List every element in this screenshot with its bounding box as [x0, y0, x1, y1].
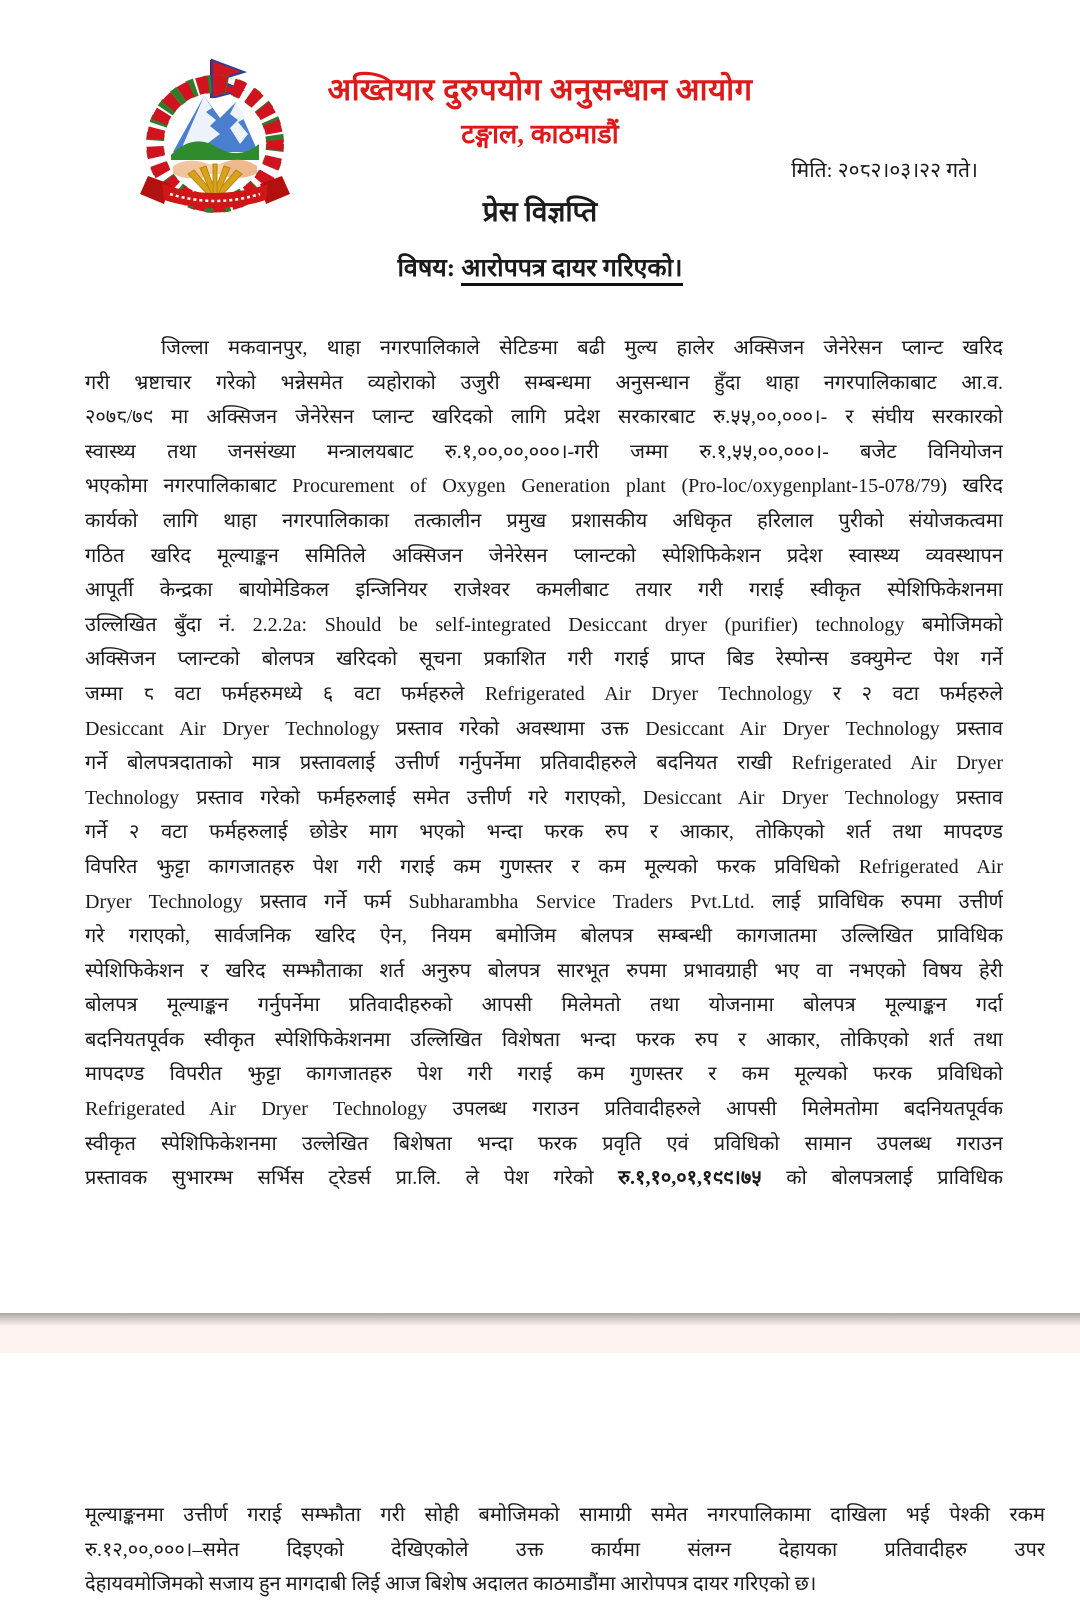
body-line: गठित खरिद मूल्याङ्कन समितिले अक्सिजन जेनेरेसन प्लान्टको स्पेशिफिकेशन प्रदेश स्वास्थ्य व्यवस्थापन — [85, 544, 1003, 567]
org-address: टङ्गाल, काठमाडौं — [461, 119, 619, 149]
body-line: कार्यको लागि थाहा नगरपालिकाका तत्कालीन प्रमुख प्रशासकीय अधिकृत हरिलाल पुरीको संयोजकत्वमा — [85, 509, 1003, 532]
closing-line: रु.१२,००,०००।–समेत दिइएको देखिएकोले उक्त कार्यमा संलग्न देहायका प्रतिवादीहरु उपर — [85, 1538, 1045, 1561]
body-line: गर्ने २ वटा फर्महरुलाई छोडेर माग भएको भन्दा फरक रुप र आकार, तोकिएको शर्त तथा मापदण्ड — [85, 821, 1003, 844]
body-line: प्रस्तावक सुभारम्भ सर्भिस ट्रेडर्स प्रा.लि. ले पेश गरेको रु.१,१०,०१,१९९।७५ को बोलपत्रलाई प्राविधिक — [85, 1167, 1003, 1190]
body-line: बोलपत्र मूल्याङ्कन गर्नुपर्नेमा प्रतिवादीहरुको आपसी मिलेमतो तथा योजनामा बोलपत्र मूल्याङ्कन गर्दा — [85, 994, 1003, 1017]
body-line: आपूर्ती केन्द्रका बायोमेडिकल इन्जिनियर राजेश्वर कमलीबाट तयार गरी गराई स्वीकृत स्पेशिफिकेशनमा — [85, 579, 1003, 602]
body-paragraph — [85, 331, 1003, 1196]
body-line: २०७८/७९ मा अक्सिजन जेनेरेसन प्लान्ट खरिदको लागि प्रदेश सरकारबाट रु.५५,००,०००।- र संघीय सरकारको — [85, 406, 1003, 429]
body-line: स्वास्थ्य तथा जनसंख्या मन्त्रालयबाट रु.१,००,००,०००।-गरी जम्मा रु.१,५५,००,०००।- बजेट विनियोजन — [85, 440, 1003, 463]
body-line: भएकोमा नगरपालिकाबाट Procurement of Oxygen Generation plant (Pro-loc/oxygenplant-15-078/79) खरिद — [85, 475, 1003, 498]
page-break-band — [0, 1313, 1080, 1353]
body-line: अक्सिजन प्लान्टको बोलपत्र खरिदको सूचना प्रकाशित गरी गराई प्राप्त बिड रेस्पोन्स डक्युमेन्ट पेश गर्ने — [85, 648, 1003, 671]
body-line: गर्ने बोलपत्रदाताको मात्र प्रस्तावलाई उत्तीर्ण गर्नुपर्नेमा प्रतिवादीहरुले बदनियत राखी Refrigerated Air Dryer — [85, 752, 1003, 775]
body-line: उल्लिखित बुँदा नं. 2.2.2a: Should be self-integrated Desiccant dryer (purifier) technology बमोजिमको — [85, 613, 1003, 636]
body-line: गरे गराएको, सार्वजनिक खरिद ऐन, नियम बमोजिम बोलपत्र सम्बन्धी कागजातमा उल्लिखित प्राविधिक — [85, 925, 1003, 948]
body-line: जम्मा ८ वटा फर्महरुमध्ये ६ वटा फर्महरुले Refrigerated Air Dryer Technology र २ वटा फर्महरुले — [85, 682, 1003, 705]
subject-line — [0, 250, 1080, 284]
date-line: मिति: २०८२।०३।२२ गते। — [791, 158, 978, 182]
body-line: Desiccant Air Dryer Technology प्रस्ताव गरेको अवस्थामा उक्त Desiccant Air Dryer Technology प्रस्ताव — [85, 717, 1003, 740]
body-line: स्वीकृत स्पेशिफिकेशनमा उल्लेखित बिशेषता भन्दा फरक प्रवृति एवं प्रविधिको सामान उपलब्ध गराउन — [85, 1132, 1003, 1155]
closing-paragraph — [85, 1498, 1045, 1602]
body-line: जिल्ला मकवानपुर, थाहा नगरपालिकाले सेटिङमा बढी मुल्य हालेर अक्सिजन जेनेरेसन प्लान्ट खरिद — [161, 337, 1003, 359]
subject-text: आरोपपत्र दायर गरिएको। — [461, 255, 682, 286]
body-line: Refrigerated Air Dryer Technology उपलब्ध गराउन प्रतिवादीहरुले आपसी मिलेमतोमा बदनियतपूर्वक — [85, 1098, 1003, 1121]
closing-line: मूल्याङ्कनमा उत्तीर्ण गराई सम्झौता गरी सोही बमोजिमको सामाग्री समेत नगरपालिकामा दाखिला भई पेश्की रकम — [85, 1504, 1045, 1526]
body-line: गरी भ्रष्टाचार गरेको भन्नेसमेत व्यहोराको उजुरी सम्बन्धमा अनुसन्धान हुँदा थाहा नगरपालिकाबाट आ.व. — [85, 371, 1003, 394]
org-name: अख्तियार दुरुपयोग अनुसन्धान आयोग — [327, 72, 753, 107]
body-line: बदनियतपूर्वक स्वीकृत स्पेशिफिकेशनमा उल्लिखित विशेषता भन्दा फरक रुप र आकार, तोकिएको शर्त तथा — [85, 1028, 1003, 1051]
body-line: स्पेशिफिकेशन र खरिद सम्झौताका शर्त अनुरुप बोलपत्र सारभूत रुपमा प्रभावग्राही भए वा नभएको विषय हेरी — [85, 959, 1003, 982]
subject-prefix: विषय: — [397, 255, 462, 282]
body-line: मापदण्ड विपरीत झुट्टा कागजातहरु पेश गरी गराई कम गुणस्तर र कम मूल्यको फरक प्रविधिको — [85, 1063, 1003, 1086]
press-release-title: प्रेस विज्ञप्ति — [482, 197, 598, 228]
body-line: विपरित झुट्टा कागजातहरु पेश गरी गराई कम गुणस्तर र कम मूल्यको फरक प्रविधिको Refrigerated Air — [85, 855, 1003, 878]
closing-line: देहायवमोजिमको सजाय हुन मागदाबी लिई आज बिशेष अदालत काठमाडौंमा आरोपपत्र दायर गरिएको छ। — [85, 1573, 817, 1596]
body-line: Technology प्रस्ताव गरेको फर्महरुलाई समेत उत्तीर्ण गरे गराएको, Desiccant Air Dryer Technology प्रस्ताव — [85, 786, 1003, 809]
body-line: Dryer Technology प्रस्ताव गर्ने फर्म Subharambha Service Traders Pvt.Ltd. लाई प्राविधिक रुपमा उत्तीर्ण — [85, 890, 1003, 913]
